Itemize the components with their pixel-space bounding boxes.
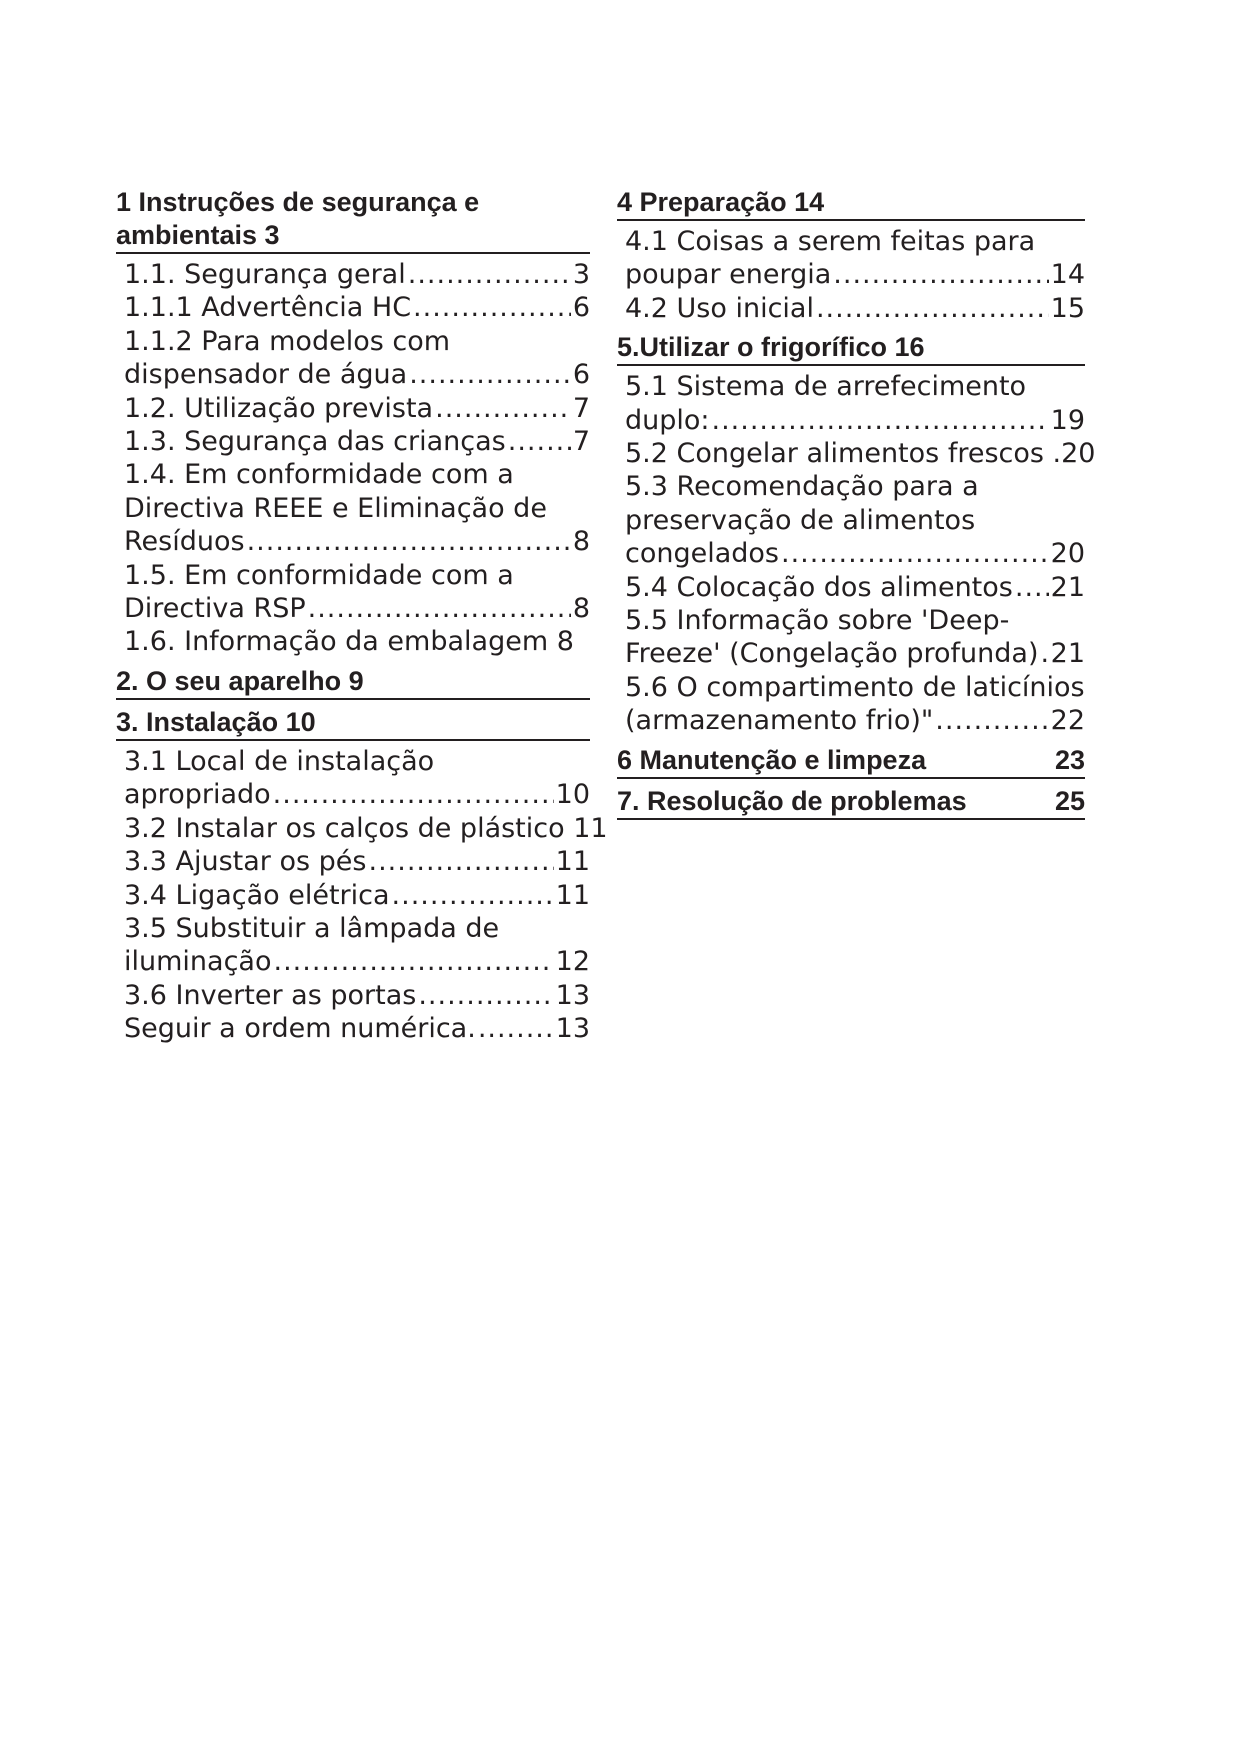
toc-entry-line: 3.5 Substituir a lâmpada de bbox=[124, 912, 500, 944]
toc-entry-1-1[interactable] bbox=[116, 258, 590, 291]
toc-entry-3-2[interactable]: 3.2 Instalar os calços de plástico 11 bbox=[124, 812, 608, 844]
toc-heading-1[interactable] bbox=[116, 186, 590, 254]
toc-heading-6[interactable] bbox=[617, 744, 1085, 779]
toc-entry-5-1[interactable] bbox=[617, 370, 1085, 437]
toc-entry-text: 1.1.1 Advertência HC bbox=[124, 292, 412, 324]
toc-entry-text: duplo: bbox=[625, 404, 710, 436]
toc-page-number: 22 bbox=[1050, 705, 1085, 737]
toc-entry-last-line bbox=[116, 525, 590, 558]
toc-entry-line: Directiva REEE e Eliminação de bbox=[124, 492, 547, 524]
toc-heading-5[interactable] bbox=[617, 331, 1085, 366]
toc-entry-text: (armazenamento frio)" bbox=[625, 705, 934, 737]
toc-entry-line: 1.4. Em conformidade com a bbox=[124, 459, 514, 491]
toc-heading-text: 7. Resolução de problemas bbox=[617, 785, 967, 816]
toc-entry-text: 1.1. Segurança geral bbox=[124, 259, 406, 290]
toc-entry-4-1[interactable] bbox=[617, 225, 1085, 292]
toc-entry-1-4[interactable] bbox=[116, 458, 590, 558]
toc-entry-line: 5.1 Sistema de arrefecimento bbox=[625, 371, 1027, 403]
toc-page-number: 20 bbox=[1050, 538, 1085, 570]
toc-page-number: 25 bbox=[1054, 785, 1085, 816]
toc-right-column bbox=[617, 186, 1096, 824]
toc-page-number: 11 bbox=[555, 846, 590, 878]
toc-heading-text: 2. O seu aparelho 9 bbox=[116, 665, 364, 696]
toc-heading-4[interactable] bbox=[617, 186, 1085, 221]
toc-page-number: 21 bbox=[1050, 571, 1085, 603]
toc-entry-text: poupar energia bbox=[625, 259, 832, 291]
toc-leader-dots bbox=[409, 358, 571, 391]
toc-entry-3-7[interactable] bbox=[116, 1012, 590, 1045]
toc-entry-last-line bbox=[617, 404, 1085, 437]
toc-entry-last-line bbox=[116, 592, 590, 625]
toc-entry-line: 4.1 Coisas a serem feitas para bbox=[625, 226, 1036, 257]
toc-entry-text: Freeze' (Congelação profunda) bbox=[625, 638, 1039, 670]
toc-entry-text: congelados bbox=[625, 538, 779, 570]
toc-entry-line: preservação de alimentos bbox=[625, 504, 976, 536]
toc-page-number: 6 bbox=[572, 359, 590, 391]
toc-entry-text: iluminação bbox=[124, 946, 272, 978]
toc-entry-text: Seguir a ordem numérica. bbox=[124, 1013, 476, 1045]
toc-entry-text: 4.2 Uso inicial bbox=[625, 292, 814, 324]
toc-heading-3[interactable] bbox=[116, 706, 590, 741]
toc-entry-5-3[interactable] bbox=[617, 470, 1085, 570]
toc-leader-dots bbox=[1015, 571, 1049, 604]
toc-heading-2[interactable] bbox=[116, 665, 590, 700]
toc-entry-1-1-2[interactable] bbox=[116, 325, 590, 392]
toc-entry-5-5[interactable] bbox=[617, 604, 1085, 671]
toc-heading-text: 3. Instalação 10 bbox=[116, 706, 316, 737]
toc-entry-text: 1.2. Utilização prevista bbox=[124, 392, 434, 424]
toc-page-number: 11 bbox=[555, 879, 590, 911]
toc-page-number: 23 bbox=[1054, 744, 1085, 775]
toc-entry-line: 1.1.2 Para modelos com bbox=[124, 325, 451, 357]
toc-leader-dots bbox=[408, 258, 571, 291]
toc-entry-line: 1.5. Em conformidade com a bbox=[124, 559, 514, 591]
toc-page-number: 7 bbox=[572, 426, 590, 458]
toc-leader-dots bbox=[274, 945, 554, 978]
toc-entry-last-line bbox=[116, 945, 590, 978]
toc-leader-dots bbox=[816, 292, 1049, 325]
toc-entry-3-4[interactable] bbox=[116, 879, 590, 912]
toc-entry-text: apropriado bbox=[124, 779, 271, 811]
toc-leader-dots bbox=[418, 979, 553, 1012]
toc-leader-dots bbox=[247, 525, 571, 558]
toc-entry-text: 3.6 Inverter as portas bbox=[124, 979, 417, 1011]
toc-heading-1-line1: 1 Instruções de segurança e bbox=[116, 187, 480, 217]
toc-entry-5-2[interactable]: 5.2 Congelar alimentos frescos .20 bbox=[625, 438, 1096, 470]
toc-leader-dots bbox=[368, 845, 553, 878]
toc-entry-1-3[interactable] bbox=[116, 425, 590, 458]
toc-page-number: 8 bbox=[572, 593, 590, 625]
toc-entry-line: 5.3 Recomendação para a bbox=[625, 471, 979, 503]
toc-entry-5-4[interactable] bbox=[617, 571, 1085, 604]
toc-entry-1-6[interactable]: 1.6. Informação da embalagem 8 bbox=[124, 626, 574, 658]
toc-leader-dots bbox=[712, 404, 1049, 437]
toc-heading-text: 6 Manutenção e limpeza bbox=[617, 744, 927, 775]
toc-entry-4-2[interactable] bbox=[617, 292, 1085, 325]
toc-entry-3-1[interactable] bbox=[116, 745, 590, 812]
toc-entry-1-5[interactable] bbox=[116, 559, 590, 626]
toc-entry-1-2[interactable] bbox=[116, 392, 590, 425]
toc-leader-dots bbox=[833, 258, 1048, 291]
toc-entry-last-line bbox=[617, 704, 1085, 737]
toc-entry-text: Resíduos bbox=[124, 526, 245, 558]
toc-leader-dots bbox=[1041, 637, 1049, 670]
toc-leader-dots bbox=[392, 879, 554, 912]
toc-leader-dots bbox=[935, 704, 1048, 737]
toc-page-number: 14 bbox=[1050, 259, 1085, 291]
toc-entry-line: 5.6 O compartimento de laticínios bbox=[625, 671, 1085, 703]
toc-page-number: 7 bbox=[572, 392, 590, 424]
toc-page-number: 21 bbox=[1050, 638, 1085, 670]
toc-entry-text: Directiva RSP bbox=[124, 593, 306, 625]
toc-entry-text: 5.4 Colocação dos alimentos bbox=[625, 571, 1013, 603]
toc-page-number: 15 bbox=[1050, 292, 1085, 324]
toc-leader-dots bbox=[273, 778, 554, 811]
toc-page-number: 13 bbox=[555, 979, 590, 1011]
toc-left-column bbox=[116, 186, 608, 1046]
toc-page-number: 12 bbox=[555, 946, 590, 978]
toc-entry-text: dispensador de água bbox=[124, 359, 408, 391]
toc-entry-last-line bbox=[617, 637, 1085, 670]
toc-entry-3-6[interactable] bbox=[116, 979, 590, 1012]
toc-page-number: 13 bbox=[555, 1013, 590, 1045]
toc-heading-text: 5.Utilizar o frigorífico 16 bbox=[617, 332, 925, 363]
toc-leader-dots bbox=[781, 537, 1049, 570]
toc-page-number: 10 bbox=[555, 779, 590, 811]
toc-heading-1-line2: ambientais 3 bbox=[116, 220, 280, 250]
toc-entry-3-3[interactable] bbox=[116, 845, 590, 878]
toc-leader-dots bbox=[413, 291, 571, 324]
toc-page-number: 6 bbox=[572, 292, 590, 324]
toc-entry-last-line bbox=[617, 258, 1085, 291]
toc-page-number: 19 bbox=[1050, 404, 1085, 436]
toc-heading-7[interactable] bbox=[617, 785, 1085, 820]
toc-entry-text: 3.4 Ligação elétrica bbox=[124, 879, 390, 911]
toc-page-number: 8 bbox=[572, 526, 590, 558]
toc-entry-text: 1.3. Segurança das crianças bbox=[124, 426, 506, 458]
toc-entry-line: 5.5 Informação sobre 'Deep- bbox=[625, 605, 1010, 637]
toc-entry-last-line bbox=[116, 778, 590, 811]
toc-leader-dots bbox=[435, 392, 571, 425]
toc-entry-3-5[interactable] bbox=[116, 912, 590, 979]
toc-entry-5-6[interactable] bbox=[617, 671, 1085, 738]
toc-leader-dots bbox=[478, 1012, 554, 1045]
toc-leader-dots bbox=[308, 592, 571, 625]
toc-leader-dots bbox=[508, 425, 571, 458]
toc-entry-line: 3.1 Local de instalação bbox=[124, 745, 435, 777]
toc-heading-text: 4 Preparação 14 bbox=[617, 187, 825, 217]
toc-entry-last-line bbox=[617, 537, 1085, 570]
toc-entry-1-1-1[interactable] bbox=[116, 291, 590, 324]
toc-page-number: 3 bbox=[572, 259, 590, 290]
toc-entry-last-line bbox=[116, 358, 590, 391]
toc-entry-text: 3.3 Ajustar os pés bbox=[124, 846, 367, 878]
